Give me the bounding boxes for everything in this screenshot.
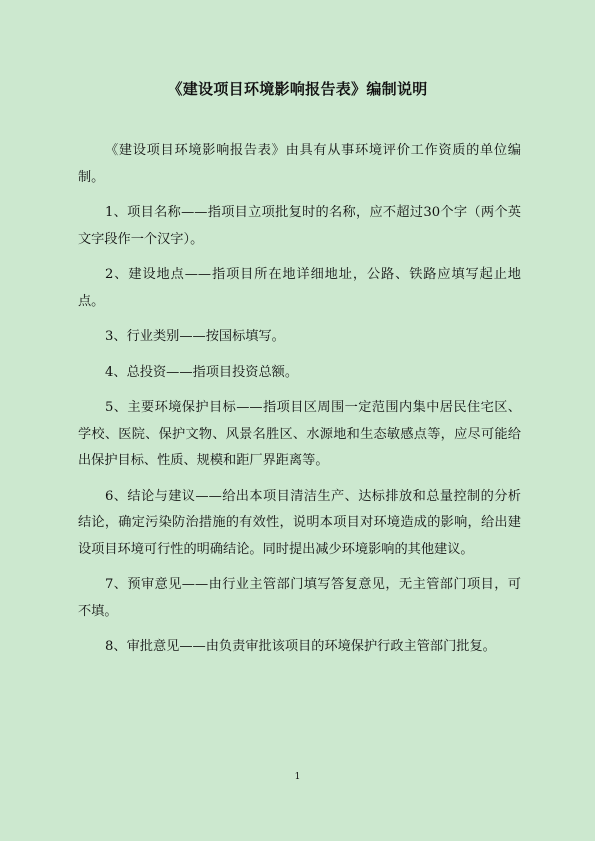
item-protection-targets: 5、主要环境保护目标——指项目区周围一定范围内集中居民住宅区、学校、医院、保护文物、风景名胜区、水源地和生态敏感点等，应尽可能给出保护目标、性质、规模和距厂界距离等。 (78, 400, 521, 468)
document-title: 《建设项目环境影响报告表》编制说明 (167, 80, 428, 98)
item-approval-opinion: 8、审批意见——由负责审批该项目的环境保护行政主管部门批复。 (105, 639, 496, 654)
item-project-name: 1、项目名称——指项目立项批复时的名称，应不超过30个字（两个英文字段作一个汉字）。 (78, 205, 521, 247)
page-number: 1 (294, 772, 301, 782)
item-preliminary-review: 7、预审意见——由行业主管部门填写答复意见，无主管部门项目，可不填。 (78, 577, 521, 619)
item-industry-category: 3、行业类别——按国标填写。 (105, 329, 285, 344)
item-construction-site: 2、建设地点——指项目所在地详细地址，公路、铁路应填写起止地点。 (78, 267, 521, 309)
item-total-investment: 4、总投资——指项目投资总额。 (105, 364, 299, 380)
document-body (78, 138, 521, 670)
item-conclusions: 6、结论与建议——给出本项目清洁生产、达标排放和总量控制的分析结论，确定污染防治措施的有效性，说明本项目对环境造成的影响，给出建设项目环境可行性的明确结论。同时提出减少环境影响的其他建议。 (78, 488, 521, 557)
intro-paragraph: 《建设项目环境影响报告表》由具有从事环境评价工作资质的单位编制。 (78, 143, 521, 185)
